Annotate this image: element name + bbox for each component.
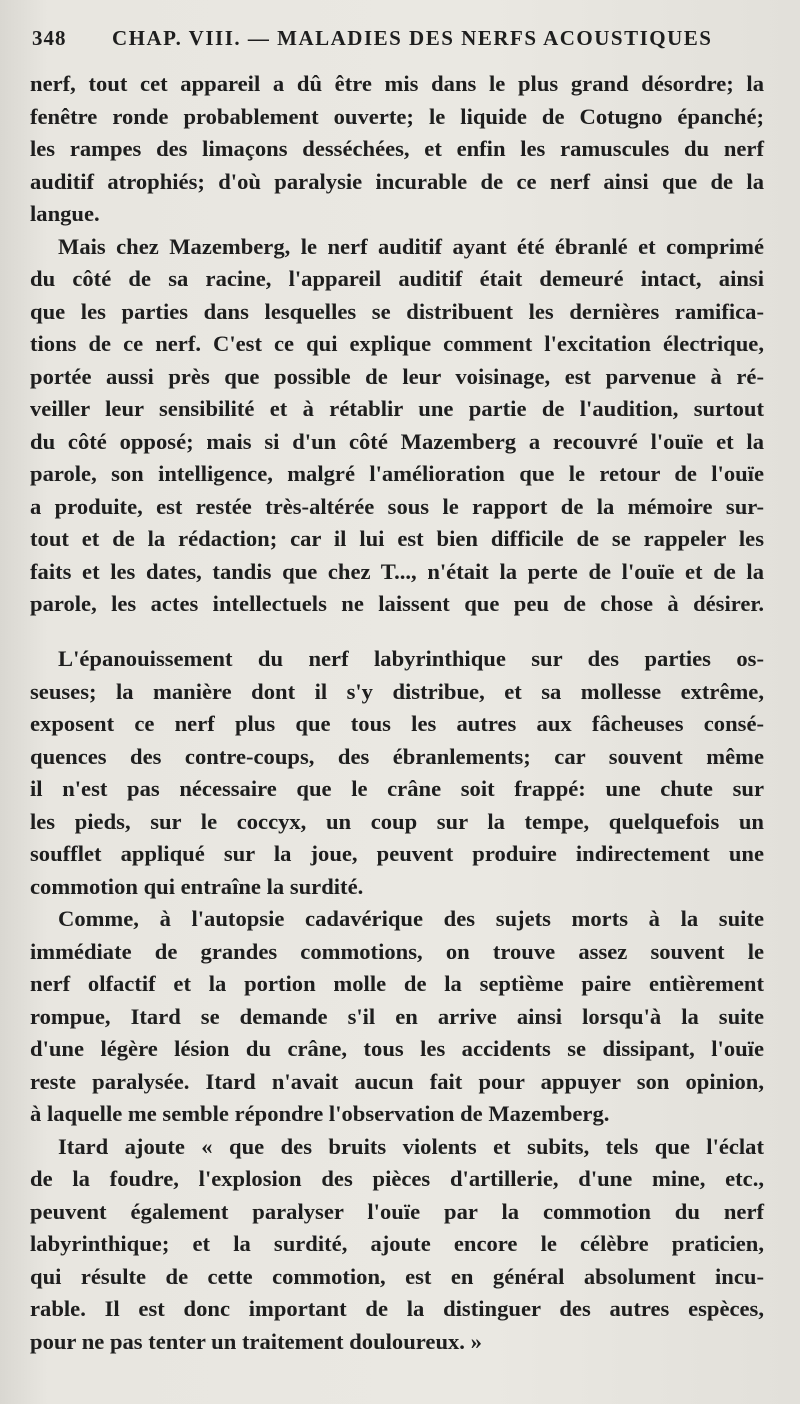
text-line: rompue, Itard se demande s'il en arrive ainsi lorsqu'à la suite (30, 1003, 764, 1029)
running-title: CHAP. VIII. — MALADIES DES NERFS ACOUSTIQUES (112, 26, 713, 50)
text-line: fenêtre ronde probablement ouverte; le liquide de Cotugno épanché; (30, 103, 764, 129)
page-number: 348 (32, 26, 67, 50)
text-line: rable. Il est donc important de la distinguer des autres espèces, (30, 1296, 764, 1321)
text-line: immédiate de grandes commotions, on trouve assez souvent le (30, 938, 764, 964)
text-line: portée aussi près que possible de leur voisinage, est parvenue à ré- (30, 363, 764, 389)
text-line: faits et les dates, tandis que chez T..., n'était la perte de l'ouïe et de la (30, 558, 764, 584)
text-line: seuses; la manière dont il s'y distribue, et sa mollesse extrême, (30, 678, 764, 704)
text-line: commotion qui entraîne la surdité. (30, 873, 364, 899)
text-line: Comme, à l'autopsie cadavérique des sujets morts à la suite (58, 906, 764, 931)
text-line: de la foudre, l'explosion des pièces d'artillerie, d'une mine, etc., (30, 1166, 764, 1191)
text-line: tout et de la rédaction; car il lui est bien difficile de se rappeler les (30, 526, 764, 551)
text-block-upper (30, 68, 764, 621)
text-line: nerf, tout cet appareil a dû être mis dans le plus grand désordre; la (30, 71, 764, 96)
text-line: pour ne pas tenter un traitement douloureux. » (30, 1328, 482, 1354)
text-line: soufflet appliqué sur la joue, peuvent produire indirectement une (30, 841, 764, 866)
text-line: exposent ce nerf plus que tous les autres aux fâcheuses consé- (30, 711, 764, 736)
text-line: à laquelle me semble répondre l'observation de Mazemberg. (30, 1101, 610, 1126)
text-line: que les parties dans lesquelles se distribuent les dernières ramifica- (30, 298, 764, 324)
text-line: Itard ajoute « que des bruits violents et subits, tels que l'éclat (58, 1133, 764, 1159)
text-line: L'épanouissement du nerf labyrinthique sur des parties os- (58, 646, 764, 671)
text-line: labyrinthique; et la surdité, ajoute encore le célèbre praticien, (30, 1231, 764, 1256)
text-line: les rampes des limaçons desséchées, et enfin les ramuscules du nerf (30, 136, 764, 161)
text-line: qui résulte de cette commotion, est en général absolument incu- (30, 1263, 764, 1289)
text-line: auditif atrophiés; d'où paralysie incurable de ce nerf ainsi que de la (30, 168, 764, 194)
text-line: quences des contre-coups, des ébranlements; car souvent même (30, 743, 764, 769)
text-line: il n'est pas nécessaire que le crâne soit frappé: une chute sur (30, 776, 764, 801)
text-line: d'une légère lésion du crâne, tous les accidents se dissipant, l'ouïe (30, 1036, 764, 1061)
text-line: Mais chez Mazemberg, le nerf auditif ayant été ébranlé et comprimé (58, 233, 764, 259)
text-block-lower (30, 643, 764, 1358)
text-line: parole, son intelligence, malgré l'amélioration que le retour de l'ouïe (30, 461, 764, 486)
text-line: parole, les actes intellectuels ne laissent que peu de chose à désirer. (30, 591, 764, 616)
text-line: a produite, est restée très-altérée sous le rapport de la mémoire sur- (30, 493, 764, 519)
text-line: reste paralysée. Itard n'avait aucun fait pour appuyer son opinion, (30, 1068, 764, 1094)
text-line: langue. (30, 201, 100, 226)
text-line: tions de ce nerf. C'est ce qui explique comment l'excitation électrique, (30, 331, 764, 356)
text-line: les pieds, sur le coccyx, un coup sur la tempe, quelquefois un (30, 808, 764, 834)
text-line: nerf olfactif et la portion molle de la septième paire entièrement (30, 971, 764, 996)
text-line: veiller leur sensibilité et à rétablir une partie de l'audition, surtout (30, 396, 764, 421)
text-line: du côté de sa racine, l'appareil auditif était demeuré intact, ainsi (30, 266, 764, 291)
text-line: peuvent également paralyser l'ouïe par la commotion du nerf (30, 1198, 764, 1224)
running-head (32, 26, 772, 60)
text-line: du côté opposé; mais si d'un côté Mazemberg a recouvré l'ouïe et la (30, 428, 764, 454)
